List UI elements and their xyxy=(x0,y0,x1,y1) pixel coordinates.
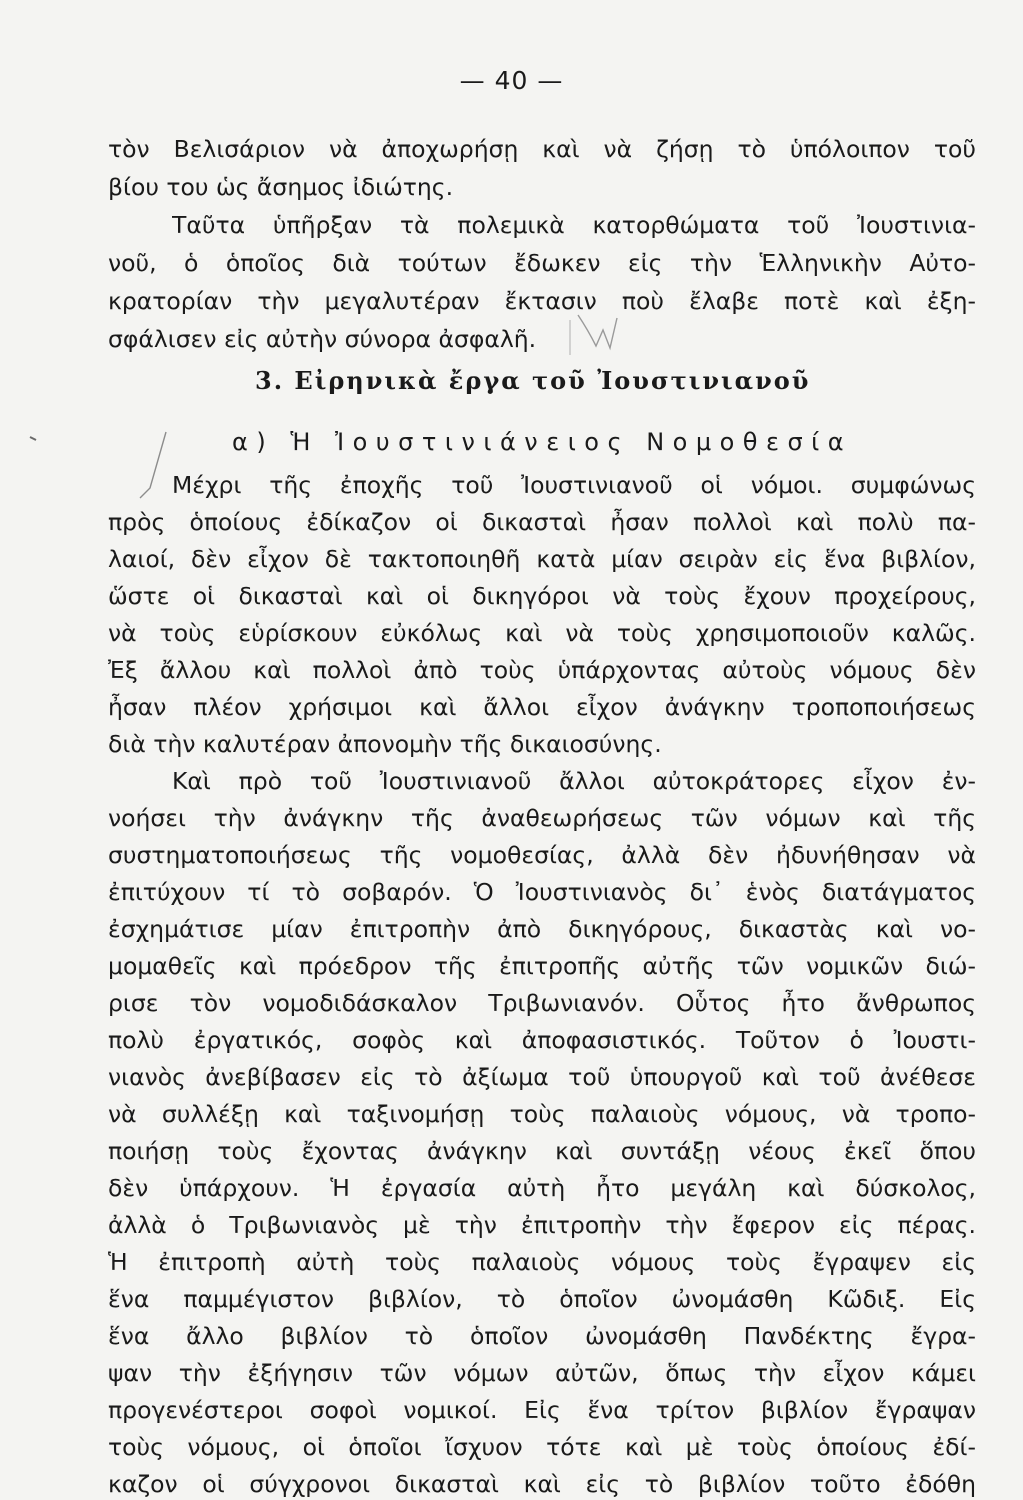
text-line: συστηματοποιήσεως τῆς νομοθεσίας, ἀλλὰ δὲν ἠδυνήθησαν νὰ xyxy=(108,841,976,869)
text-line: ρισε τὸν νομοδιδάσκαλον Τριβωνιανόν. Οὗτος ἦτο ἄνθρωπος xyxy=(108,989,976,1017)
text-line: σφάλισεν εἰς αὐτὴν σύνορα ἀσφαλῆ. xyxy=(108,325,537,353)
text-line: ὥστε οἱ δικασταὶ καὶ οἱ δικηγόροι νὰ τοὺς ἔχουν προχείρους, xyxy=(108,582,976,610)
text-line: πρὸς ὁποίους ἐδίκαζον οἱ δικασταὶ ἦσαν πολλοὶ καὶ πολὺ πα- xyxy=(108,508,976,536)
text-line: Μέχρι τῆς ἐποχῆς τοῦ Ἰουστινιανοῦ οἱ νόμοι. συμφώνως xyxy=(172,471,976,499)
text-line: νὰ συλλέξῃ καὶ ταξινομήσῃ τοὺς παλαιοὺς νόμους, νὰ τροπο- xyxy=(108,1100,976,1128)
text-line: νοήσει τὴν ἀνάγκην τῆς ἀναθεωρήσεως τῶν νόμων καὶ τῆς xyxy=(108,804,976,832)
pencil-mark xyxy=(30,437,36,440)
text-line: ἐπιτύχουν τί τὸ σοβαρόν. Ὁ Ἰουστινιανὸς δι᾽ ἑνὸς διατάγματος xyxy=(108,878,976,906)
text-line: δὲν ὑπάρχουν. Ἡ ἐργασία αὐτὴ ἦτο μεγάλη καὶ δύσκολος, xyxy=(108,1174,976,1202)
text-line: καζον οἱ σύγχρονοι δικασταὶ καὶ εἰς τὸ βιβλίον τοῦτο ἐδόθη xyxy=(108,1470,976,1498)
text-line: Καὶ πρὸ τοῦ Ἰουστινιανοῦ ἄλλοι αὐτοκράτορες εἶχον ἐν- xyxy=(172,767,976,795)
page-number: — 40 — xyxy=(459,66,564,95)
text-line: τὸν Βελισάριον νὰ ἀποχωρήσῃ καὶ νὰ ζήσῃ τὸ ὑπόλοιπον τοῦ xyxy=(108,135,976,163)
section-heading: 3. Εἰρηνικὰ ἔργα τοῦ Ἰουστινιανοῦ xyxy=(255,366,811,395)
text-line: ἀλλὰ ὁ Τριβωνιανὸς μὲ τὴν ἐπιτροπὴν τὴν ἔφερον εἰς πέρας. xyxy=(108,1211,976,1239)
text-line: νὰ τοὺς εὑρίσκουν εὐκόλως καὶ νὰ τοὺς χρησιμοποιοῦν καλῶς. xyxy=(108,619,976,647)
subheading: α) Ἡ Ἰουστινιάνειος Νομοθεσία xyxy=(232,428,853,456)
text-line: διὰ τὴν καλυτέραν ἀπονομὴν τῆς δικαιοσύνης. xyxy=(108,730,662,758)
text-line: μομαθεῖς καὶ πρόεδρον τῆς ἐπιτροπῆς αὐτῆς τῶν νομικῶν διώ- xyxy=(108,952,976,980)
text-line: ψαν τὴν ἐξήγησιν τῶν νόμων αὐτῶν, ὅπως τὴν εἶχον κάμει xyxy=(108,1359,976,1387)
text-line: πολὺ ἐργατικός, σοφὸς καὶ ἀποφασιστικός. Τοῦτον ὁ Ἰουστι- xyxy=(108,1026,976,1054)
text-line: ἕνα ἄλλο βιβλίον τὸ ὁποῖον ὠνομάσθη Πανδέκτης ἔγρα- xyxy=(108,1322,976,1350)
text-line: προγενέστεροι σοφοὶ νομικοί. Εἰς ἕνα τρίτον βιβλίον ἔγραψαν xyxy=(108,1396,976,1424)
text-line: κρατορίαν τὴν μεγαλυτέραν ἔκτασιν ποὺ ἔλαβε ποτὲ καὶ ἐξη- xyxy=(108,287,976,315)
text-line: νοῦ, ὁ ὁποῖος διὰ τούτων ἔδωκεν εἰς τὴν Ἑλληνικὴν Αὐτο- xyxy=(108,249,976,277)
text-line: νιανὸς ἀνεβίβασεν εἰς τὸ ἀξίωμα τοῦ ὑπουργοῦ καὶ τοῦ ἀνέθεσε xyxy=(108,1063,976,1091)
text-line: ἕνα παμμέγιστον βιβλίον, τὸ ὁποῖον ὠνομάσθη Κῶδιξ. Εἰς xyxy=(108,1285,976,1313)
text-line: λαιοί, δὲν εἶχον δὲ τακτοποιηθῆ κατὰ μίαν σειρὰν εἰς ἕνα βιβλίον, xyxy=(108,545,976,573)
text-line: τοὺς νόμους, οἱ ὁποῖοι ἴσχυον τότε καὶ μὲ τοὺς ὁποίους ἐδί- xyxy=(108,1433,976,1461)
text-line: Ἐξ ἄλλου καὶ πολλοὶ ἀπὸ τοὺς ὑπάρχοντας αὐτοὺς νόμους δὲν xyxy=(108,656,976,684)
text-line: βίου του ὡς ἄσημος ἰδιώτης. xyxy=(108,173,454,201)
text-line: ἐσχημάτισε μίαν ἐπιτροπὴν ἀπὸ δικηγόρους, δικαστὰς καὶ νο- xyxy=(108,915,976,943)
pencil-mark xyxy=(140,432,166,498)
text-line: Ταῦτα ὑπῆρξαν τὰ πολεμικὰ κατορθώματα τοῦ Ἰουστινια- xyxy=(172,211,976,239)
text-line: ἦσαν πλέον χρήσιμοι καὶ ἄλλοι εἶχον ἀνάγκην τροποποιήσεως xyxy=(108,693,976,721)
text-line: ποιήσῃ τοὺς ἔχοντας ἀνάγκην καὶ συντάξῃ νέους ἐκεῖ ὅπου xyxy=(108,1137,976,1165)
text-line: Ἡ ἐπιτροπὴ αὐτὴ τοὺς παλαιοὺς νόμους τοὺς ἔγραψεν εἰς xyxy=(108,1248,976,1276)
